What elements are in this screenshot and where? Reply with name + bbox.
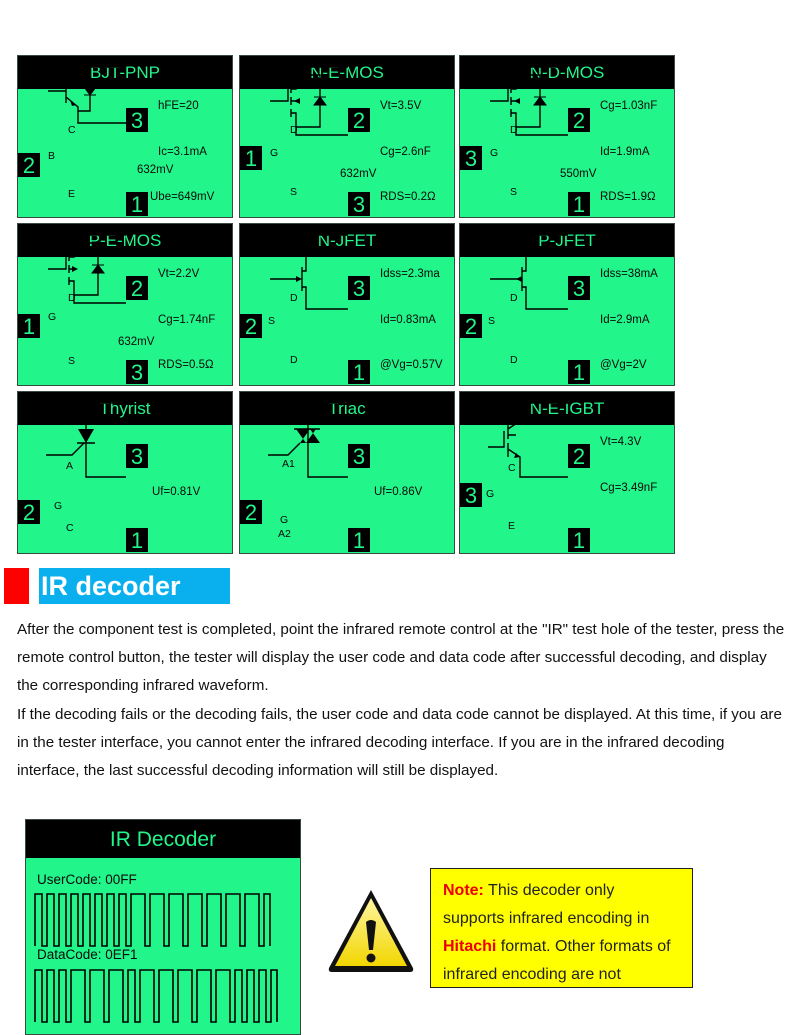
terminal-label: D [510,354,518,366]
pin-bottom: 1 [126,528,148,552]
pin-bottom: 1 [348,360,370,384]
terminal-label: G [490,147,499,159]
measurement-value: Id=2.9mA [600,314,650,326]
measurement-value: Ube=649mV [150,191,215,203]
component-card-triac [239,391,455,554]
pin-left: 2 [460,314,482,338]
terminal-label: S [290,186,298,198]
terminal-label: D [290,354,298,366]
ir-decoder-screen [25,819,301,1035]
measurement-value: Vt=4.3V [600,436,642,448]
pin-top: 2 [348,108,370,132]
pin-top: 3 [126,108,148,132]
terminal-label: A1 [282,458,295,470]
pin-left: 1 [18,314,40,338]
measurement-value: RDS=0.5Ω [158,359,214,371]
card-title: N-D-MOS [460,56,674,89]
measurement-value: Idss=2.3ma [380,268,440,280]
pin-top: 2 [568,108,590,132]
diode-voltage: 632mV [118,336,155,348]
pin-top: 2 [568,444,590,468]
card-title: N-JFET [240,224,454,257]
pin-top: 3 [568,276,590,300]
terminal-label: G [48,311,57,323]
component-card-thyrist [17,391,233,554]
pin-bottom: 1 [568,192,590,216]
terminal-label: D [290,124,298,136]
pin-left: 1 [240,146,262,170]
terminal-label: C [68,124,76,136]
measurement-value: hFE=20 [158,100,199,112]
user-code-waveform [26,892,302,952]
terminal-label: D [510,292,518,304]
card-title: BJT-PNP [18,56,232,89]
terminal-label: B [48,150,56,162]
component-card-p-e-mos [17,223,233,386]
pin-bottom: 1 [126,192,148,216]
terminal-label: E [508,520,516,532]
pin-left: 2 [18,500,40,524]
paragraph: After the component test is completed, point the infrared remote control at the "IR" test hole of the tester, press the remote control button, the tester will display the user code and data code after successful decoding, and display the corresponding infrared waveform. [17,621,785,695]
note-prefix: Note: [443,882,484,899]
note-text: This decoder only supports infrared encoding in [443,882,650,927]
note-box [430,868,693,988]
terminal-label: S [68,355,76,367]
component-card-n-e-igbt [459,391,675,554]
pin-bottom: 3 [348,192,370,216]
measurement-value: Id=1.9mA [600,146,650,158]
terminal-label: C [508,462,516,474]
ir-screen-title: IR Decoder [26,820,300,858]
measurement-value: Cg=3.49nF [600,482,658,494]
pin-top: 3 [126,444,148,468]
terminal-label: G [54,500,63,512]
component-card-bjt-pnp [17,55,233,218]
pin-left: 3 [460,483,482,507]
pin-bottom: 1 [568,528,590,552]
component-card-n-jfet [239,223,455,386]
measurement-value: RDS=1.9Ω [600,191,656,203]
measurement-value: @Vg=0.57V [380,359,443,371]
terminal-label: S [510,186,518,198]
component-card-n-e-mos [239,55,455,218]
data-code: DataCode: 0EF1 [37,947,138,962]
terminal-label: D [510,124,518,136]
pin-top: 2 [126,276,148,300]
measurement-value: @Vg=2V [600,359,647,371]
component-card-p-jfet [459,223,675,386]
pin-left: 3 [460,146,482,170]
pin-bottom: 1 [348,528,370,552]
terminal-label: E [68,188,76,200]
warning-icon [325,884,417,976]
diode-voltage: 632mV [137,164,174,176]
card-title: P-JFET [460,224,674,257]
description [17,616,787,785]
card-title: Thyrist [18,392,232,425]
terminal-label: S [488,315,496,327]
terminal-label: G [486,488,495,500]
section-marker [4,568,29,604]
measurement-value: Idss=38mA [600,268,658,280]
pin-left: 2 [240,314,262,338]
data-code-waveform [26,968,302,1028]
terminal-label: A2 [278,528,291,540]
terminal-label: D [68,292,76,304]
diode-voltage: 550mV [560,168,597,180]
measurement-value: Uf=0.81V [152,486,201,498]
card-title: P-E-MOS [18,224,232,257]
measurement-value: Uf=0.86V [374,486,423,498]
terminal-label: C [66,522,74,534]
card-title: N-E-IGBT [460,392,674,425]
pin-bottom: 3 [126,360,148,384]
terminal-label: G [270,147,279,159]
pin-left: 2 [240,500,262,524]
measurement-value: Vt=2.2V [158,268,200,280]
pin-bottom: 1 [568,360,590,384]
measurement-value: Cg=2.6nF [380,146,431,158]
component-card-n-d-mos [459,55,675,218]
section-title: IR decoder [39,568,230,604]
note-text: format. Other formats of infrared encoding are not [443,938,671,983]
note-highlight: Hitachi [443,938,497,955]
terminal-label: G [280,514,289,526]
measurement-value: Cg=1.03nF [600,100,658,112]
card-title: Triac [240,392,454,425]
measurement-value: Cg=1.74nF [158,314,216,326]
pin-left: 2 [18,153,40,177]
card-title: N-E-MOS [240,56,454,89]
measurement-value: Vt=3.5V [380,100,422,112]
terminal-label: A [66,460,74,472]
pin-top: 3 [348,276,370,300]
measurement-value: Id=0.83mA [380,314,436,326]
user-code: UserCode: 00FF [37,872,137,887]
terminal-label: D [290,292,298,304]
measurement-value: Ic=3.1mA [158,146,207,158]
diode-voltage: 632mV [340,168,377,180]
pin-top: 3 [348,444,370,468]
paragraph: If the decoding fails or the decoding fails, the user code and data code cannot be displayed. At this time, if you are in the tester interface, you cannot enter the infrared decoding interface. If you are in the infrared decoding interface, the last successful decoding information will still be displayed. [17,705,782,780]
measurement-value: RDS=0.2Ω [380,191,436,203]
terminal-label: S [268,315,276,327]
